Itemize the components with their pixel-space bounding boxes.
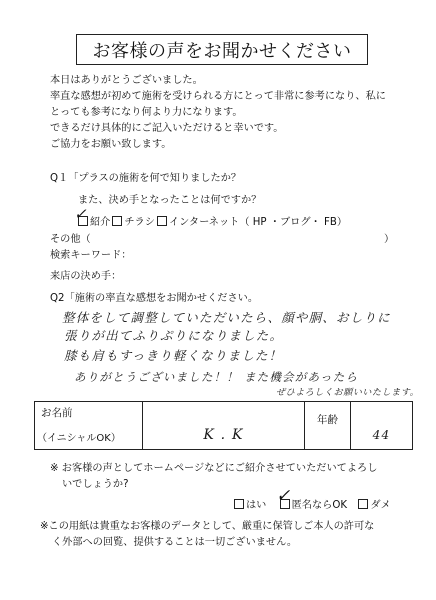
intro-line: ご協力をお願い致します。	[50, 139, 172, 150]
option-flyer-label: チラシ	[124, 217, 155, 228]
handwritten-line: ぜひよろしくお願いいたします。	[276, 388, 420, 398]
checkbox-flyer[interactable]	[112, 216, 122, 226]
handwritten-line: 整体をして調整していただいたら、顔や胴、おしりに	[62, 310, 391, 325]
name-sub-label: （イニシャルOK）	[37, 432, 121, 444]
checkbox-no[interactable]	[358, 499, 368, 509]
handwritten-line: 張りが出てふりぷりになりました。	[64, 328, 284, 343]
option-internet-label: インターネット（ HP ・ブログ・ FB）	[168, 217, 348, 228]
intro-line: 率直な感想が初めて施術を受けられる方にとって非常に参考になり、私に	[50, 91, 386, 102]
intro-line: できるだけ具体的にご記入いただけると幸いです。	[50, 123, 284, 134]
form-title	[76, 34, 368, 65]
checkbox-internet[interactable]	[157, 216, 167, 226]
name-sub-cell	[35, 424, 143, 450]
option-no-label: ダメ	[370, 500, 391, 511]
permission-line-1: ※ お客様の声としてホームページなどにご紹介させていただいてよろし	[50, 463, 378, 474]
q1-other-label: その他（	[50, 234, 91, 245]
intro-line: 本日はありがとうございました。	[50, 75, 203, 86]
footer-line-2: く外部への回覧、提供することは一切ございません。	[52, 537, 298, 548]
check-mark-icon: ✓	[74, 205, 87, 223]
age-label: 年齢	[317, 414, 338, 426]
check-mark-icon: ✓	[276, 486, 291, 506]
name-value: K . K	[203, 426, 244, 443]
option-referral-label: 紹介	[90, 217, 111, 228]
name-label: お名前	[41, 407, 73, 420]
name-label-cell	[35, 402, 143, 424]
customer-info-table	[34, 401, 413, 450]
age-label-cell	[305, 402, 351, 450]
age-value-cell[interactable]	[351, 402, 413, 450]
permission-options	[232, 499, 391, 513]
q1-keyword-label: 検索キーワード：	[50, 250, 132, 261]
permission-line-2: いでしょうか?	[62, 479, 129, 490]
footer-line-1: ※この用紙は貴重なお客様のデータとして、厳重に保管しご本人の許可な	[40, 521, 375, 532]
q2-label: Q2「施術の率直な感想をお聞かせください。	[50, 293, 259, 304]
handwritten-line: ありがとうございました！！ また機会があったら	[74, 370, 359, 384]
q1-line-2: また、決め手となったことは何ですか？	[78, 195, 262, 206]
intro-line: とっても参考になり何より力になります。	[50, 107, 243, 118]
name-value-cell[interactable]	[143, 402, 305, 450]
form-title-text: お客様の声をお聞かせください	[92, 40, 352, 62]
q1-options	[76, 216, 347, 230]
age-value: 44	[372, 427, 391, 442]
option-anonymous-label: 匿名ならOK	[291, 500, 348, 511]
q1-decision-label: 来店の決め手：	[50, 271, 122, 282]
q1-line-1: Q１「プラスの施術を何で知りましたか？	[50, 173, 242, 184]
checkbox-yes[interactable]	[234, 499, 244, 509]
q1-other-close: ）	[384, 234, 395, 245]
option-yes-label: はい	[246, 500, 267, 511]
handwritten-line: 膝も肩もすっきり軽くなりました！	[64, 348, 283, 363]
